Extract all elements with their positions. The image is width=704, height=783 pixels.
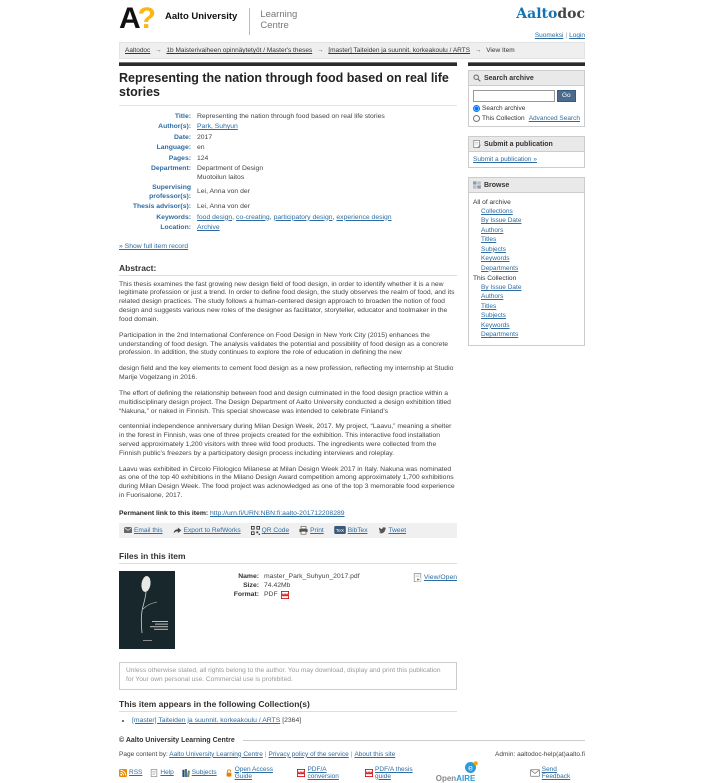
meta-value-language: en [197, 144, 205, 152]
browse-item [481, 226, 580, 235]
meta-value-department [197, 165, 457, 182]
radio-label: This Collection [482, 115, 525, 122]
openaire-blue: AIRE [456, 773, 476, 783]
footer-link-label: RSS [129, 769, 143, 777]
meta-label-pages: Pages: [168, 154, 191, 162]
browse-item [481, 302, 580, 311]
abstract-paragraph: design field and the key elements to cement food design as a new profession, reflecting my internship at Studio Marije Vogelzang in 2016. [119, 365, 454, 382]
sidebar-top-bar [468, 62, 585, 66]
privacy-policy-link[interactable]: Privacy policy of the service [268, 750, 349, 758]
help-link[interactable] [150, 769, 173, 777]
show-full-record-link[interactable]: » Show full item record [119, 242, 189, 250]
radio-this-collection-label[interactable] [473, 115, 525, 122]
advanced-search-link[interactable]: Advanced Search [528, 115, 580, 122]
file-metadata [201, 571, 360, 649]
browse-item [481, 330, 580, 339]
printer-icon [299, 526, 308, 535]
rss-link[interactable] [119, 769, 142, 777]
breadcrumb-link-home[interactable]: Aaltodoc [125, 47, 151, 54]
item-metadata [119, 113, 457, 233]
collection-count: [2364] [282, 716, 302, 724]
submit-heading: Submit a publication [484, 140, 553, 148]
permalink-label: Permanent link to this item: [119, 509, 209, 517]
action-label: Email this [134, 526, 163, 534]
language-link[interactable]: Suomeksi [534, 32, 564, 39]
aalto-logo-question: ? [137, 2, 156, 35]
bibtex-button[interactable] [334, 526, 368, 534]
document-icon [413, 573, 422, 582]
submit-icon [473, 140, 481, 148]
keyword-separator: , [269, 213, 272, 221]
browse-item [481, 311, 580, 320]
abstract-text [119, 281, 457, 501]
meta-label-advisor: Thesis advisor(s): [132, 203, 191, 211]
browse-link-keywords[interactable]: Keywords [481, 255, 510, 263]
admin-label: Admin: [495, 750, 516, 758]
abstract-paragraph: The effort of defining the relationship between food and design culminated in the food design practice within a multidisciplinary design project. The Design Department of Aalto University conducted a design exhibition titled “Nakuna,” or naked in Finnish. This special showcase was intended to celebrate Finland's [119, 389, 451, 415]
view-open-link[interactable] [413, 571, 457, 582]
abstract-heading: Abstract: [119, 263, 457, 276]
page [119, 0, 585, 783]
openaire-text [436, 774, 476, 783]
action-label: BibTex [347, 526, 368, 534]
print-button[interactable] [299, 526, 324, 535]
collection-list-item [132, 717, 457, 724]
pdfa-conversion-link[interactable] [297, 766, 357, 780]
brand-bold: Aalto [516, 6, 558, 22]
browse-link-keywords-coll[interactable]: Keywords [481, 321, 510, 329]
sidebar [468, 62, 585, 355]
twitter-icon [378, 526, 387, 535]
subjects-link[interactable] [182, 769, 217, 777]
view-open-label: View/Open [423, 573, 457, 581]
browse-link-titles-coll[interactable]: Titles [481, 302, 497, 310]
breadcrumb [119, 42, 585, 59]
browse-item [481, 321, 580, 330]
brand-rest: doc [557, 6, 585, 22]
search-box [468, 70, 585, 127]
keyword-separator: , [332, 213, 335, 221]
radio-search-archive[interactable] [473, 105, 480, 112]
footer-link-label: PDF/A thesis guide [375, 765, 413, 780]
meta-value-date: 2017 [197, 133, 213, 141]
keyword-link[interactable]: participatory design [273, 213, 333, 221]
page-title: Representing the nation through food based on real life stories [119, 71, 457, 106]
breadcrumb-link-theses[interactable]: 1b Maisterivaiheen opinnäytetyöt / Master's theses [166, 47, 313, 54]
login-link[interactable]: Login [569, 32, 585, 39]
browse-link-departments[interactable]: Departments [481, 264, 519, 272]
browse-link-titles[interactable]: Titles [481, 236, 497, 244]
export-refworks-button[interactable] [173, 526, 241, 535]
qr-code-button[interactable] [251, 526, 290, 535]
browse-heading: Browse [484, 181, 510, 189]
department-line2: Muotoilun laitos [197, 173, 245, 181]
openaire-gray: Open [435, 773, 457, 783]
browse-group-title: All of archive [473, 199, 511, 206]
meta-label-department: Department: [150, 165, 191, 173]
export-icon [173, 526, 182, 535]
browse-item [481, 254, 580, 263]
browse-item [481, 245, 580, 254]
search-input[interactable] [473, 90, 555, 102]
footer-link-label: Subjects [191, 769, 217, 777]
action-label: Print [310, 526, 324, 534]
browse-box-header [469, 178, 584, 193]
meta-label-supervisor: Supervising professor(s): [149, 184, 191, 200]
breadcrumb-separator: → [317, 47, 324, 54]
meta-value-authors [197, 123, 457, 131]
breadcrumb-separator: → [474, 47, 482, 54]
browse-box-body [469, 193, 584, 345]
pdfa-thesis-guide-link[interactable] [365, 766, 428, 780]
aalto-logo-letter: A [119, 2, 141, 35]
site-header [119, 0, 585, 42]
search-icon [473, 74, 481, 82]
breadcrumb-separator: → [155, 47, 162, 54]
collection-link[interactable]: [master] Taiteiden ja suunnit. korkeakoulu / ARTS [132, 716, 281, 724]
abstract-paragraph: This thesis examines the fast growing new design field of food design, in order to identify whether it is a new legitimate profession or just a trend. In order to define food design, the study observes the realm of food, and its related design practices. The study follows a human-centered design approach to broaden the notion of food design and suggests various new roles of the designer as facilitator, storyteller, educator and toolmaker in the food domain. [119, 280, 455, 323]
browse-link-authors[interactable]: Authors [481, 226, 504, 234]
browse-box [468, 177, 585, 346]
copyright-text: © Aalto University Learning Centre [119, 736, 235, 744]
footer-credits-row [119, 751, 585, 758]
file-format-label: Format: [233, 590, 259, 598]
footer-copyright-row [119, 737, 585, 744]
footer [119, 737, 585, 783]
meta-value-title: Representing the nation through food based on real life stories [197, 112, 385, 120]
footer-link-label: Help [160, 769, 174, 777]
meta-value-pages: 124 [197, 154, 209, 162]
meta-label-keywords: Keywords: [156, 213, 191, 221]
keyword-link[interactable]: experience design [336, 213, 392, 221]
search-box-header [469, 71, 584, 86]
aaltodoc-logo[interactable] [516, 6, 585, 22]
books-icon [182, 769, 190, 777]
browse-item [481, 292, 580, 301]
action-label: Tweet [388, 526, 407, 534]
author-link[interactable]: Park, Suhyun [197, 123, 238, 131]
action-bar [119, 523, 457, 538]
permalink-row [119, 510, 457, 517]
submit-box-header [469, 137, 584, 152]
meta-label-authors: Author(s): [158, 123, 191, 131]
feedback-envelope-icon [530, 769, 540, 777]
file-name-label: Name: [238, 572, 259, 580]
qr-code-icon [251, 526, 260, 535]
pdf-icon [281, 591, 289, 599]
search-go-button[interactable]: Go [557, 90, 576, 102]
open-access-guide-link[interactable] [225, 766, 290, 780]
collections-heading: This item appears in the following Collection(s) [119, 699, 457, 712]
rss-icon [119, 769, 127, 777]
browse-item [481, 235, 580, 244]
aaltodoc-brand [516, 6, 585, 39]
footer-rule [243, 740, 585, 741]
university-name: Aalto University [165, 11, 238, 22]
unit-line1: Learning [260, 9, 298, 20]
bibtex-icon [334, 526, 346, 534]
header-links [516, 32, 585, 39]
action-label: QR Code [261, 526, 290, 534]
browse-link-subjects[interactable]: Subjects [481, 245, 506, 253]
footer-links-row [119, 763, 585, 783]
search-heading: Search archive [484, 74, 534, 82]
envelope-icon [124, 526, 132, 534]
pdf-icon [297, 769, 305, 777]
file-size-label: Size: [243, 581, 259, 589]
tweet-button[interactable] [378, 526, 407, 535]
browse-item [481, 264, 580, 273]
permalink-url[interactable]: http://urn.fi/URN:NBN:fi:aalto-201712208289 [210, 509, 345, 517]
browse-icon [473, 181, 481, 189]
thesis-cover-thumbnail[interactable] [119, 571, 175, 649]
footer-link-label: Open Access Guide [234, 765, 273, 780]
openaire-icon [465, 761, 478, 774]
file-size-value: 74.42Mb [264, 581, 291, 589]
location-link[interactable]: Archive [197, 224, 220, 232]
header-separator: | [565, 32, 568, 39]
meta-label-language: Language: [156, 144, 191, 152]
openaire-logo [436, 763, 484, 783]
footer-link-label: PDF/A conversion [307, 765, 339, 780]
unit-line2: Centre [260, 20, 289, 32]
admin-contact [495, 751, 585, 758]
browse-link-subjects-coll[interactable]: Subjects [481, 312, 506, 320]
browse-link-issue-date-coll[interactable]: By Issue Date [481, 283, 522, 291]
content-by-label: Page content by: [119, 750, 168, 758]
page-content-by [119, 751, 395, 758]
meta-value-keywords [197, 214, 457, 222]
footer-separator: | [264, 750, 267, 758]
browse-group-title: This Collection [473, 274, 517, 282]
abstract-paragraph: Laavu was exhibited in Circolo Filologico Milanese at Milan Design Week 2017 in Italy. Nakuna was nominated as one of the top 40 exhibitions in the Milano Design Award competition among approximately 1,700 exhibitions during Milan Design Week. The food project was acknowledged as one of the top 3 memorable food experience in Fuorisalone, 2017. [119, 465, 455, 500]
keyword-separator: , [232, 213, 235, 221]
meta-value-location [197, 224, 457, 232]
meta-label-date: Date: [174, 133, 191, 141]
breadcrumb-link-collection[interactable]: [master] Taiteiden ja suunnit. korkeakoulu / ARTS [328, 47, 471, 54]
open-lock-icon [225, 769, 233, 777]
browse-item [481, 283, 580, 292]
header-divider [249, 8, 250, 35]
radio-this-collection[interactable] [473, 115, 480, 122]
action-label: Export to RefWorks [183, 526, 241, 534]
format-text: PDF [264, 591, 278, 599]
svg-text:e: e [467, 763, 473, 773]
keyword-link[interactable]: food design [197, 213, 233, 221]
department-line1: Department of Design [197, 165, 264, 173]
main-top-bar [119, 62, 457, 66]
meta-value-supervisor: Lei, Anna von der [197, 188, 250, 196]
meta-value-advisor: Lei, Anna von der [197, 203, 250, 211]
browse-link-authors-coll[interactable]: Authors [481, 293, 504, 301]
admin-value: aaltodoc-help(at)aalto.fi [517, 750, 585, 758]
learning-centre-link[interactable]: Aalto University Learning Centre [169, 750, 263, 758]
file-row [119, 571, 457, 649]
search-box-body [469, 86, 584, 126]
abstract-paragraph: centennial independence anniversary during Milan Design Week, 2017. My project, “Laavu,” meaning a shelter in the forest in Finnish, was one of three projects created for the exhibition. This interactive food installation served approximately 1,200 visitors with three wild food products. The ingredients were collected from the Finnish public's freezers by a participatory design process including interviews and roleplay. [119, 423, 452, 457]
submit-box-body [469, 152, 584, 167]
rights-notice: Unless otherwise stated, all rights belong to the author. You may download, display and print this publication for Your own personal use. Commercial use is prohibited. [119, 662, 457, 690]
meta-label-location: Location: [160, 224, 191, 232]
browse-link-issue-date[interactable]: By Issue Date [481, 217, 522, 225]
breadcrumb-current: View Item [486, 47, 515, 54]
submit-publication-link[interactable]: Submit a publication » [473, 156, 537, 163]
keyword-link[interactable]: co-creating [236, 213, 270, 221]
radio-label: Search archive [482, 105, 526, 112]
file-format-value [264, 591, 360, 599]
file-name-value: master_Park_Suhyun_2017.pdf [264, 572, 360, 580]
browse-item [481, 207, 580, 216]
meta-label-title: Title: [174, 112, 191, 120]
submit-box [468, 136, 585, 168]
footer-separator: | [350, 750, 353, 758]
unit-name [260, 9, 297, 32]
about-site-link[interactable]: About this site [354, 750, 396, 758]
abstract-paragraph: Participation in the 2nd International Conference on Food Design in New York City (2015) enhances the understanding of food design. The analysis validates the potential and possibility of food design as a concrete profession. In addition, the study continues to explore the role of education in defining the new [119, 331, 448, 357]
files-heading: Files in this item [119, 551, 457, 564]
browse-item [481, 216, 580, 225]
radio-search-archive-label[interactable] [473, 105, 525, 112]
footer-link-label: Send Feedback [541, 765, 571, 780]
browse-link-collections[interactable]: Collections [481, 208, 513, 215]
main-content [119, 62, 457, 725]
help-page-icon [150, 769, 158, 777]
send-feedback-link[interactable] [530, 766, 585, 780]
aalto-logo [119, 2, 156, 35]
browse-link-departments-coll[interactable]: Departments [481, 331, 519, 339]
collections-section [119, 699, 457, 724]
pdf-icon [365, 769, 373, 777]
email-this-button[interactable] [124, 526, 163, 534]
